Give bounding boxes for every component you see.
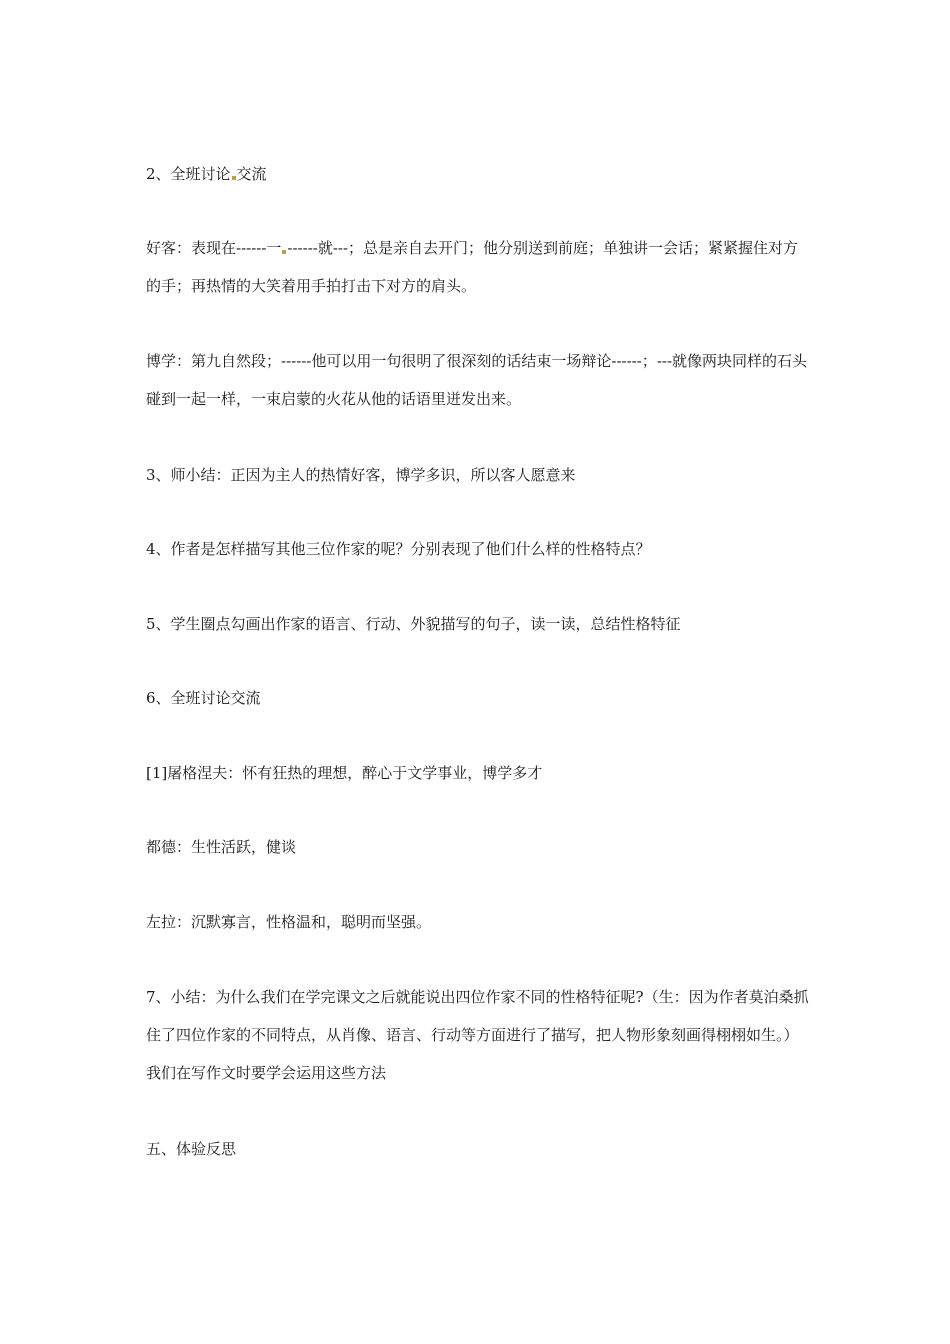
paragraph-text: ------就---；总是亲自去开门；他分别送到前庭；单独讲一会话；紧紧握住对方的手；再热情的大笑着用手拍打击下对方的肩头。 <box>146 239 799 295</box>
section-heading-reflection: 五、体验反思 <box>146 1140 237 1158</box>
paragraph-task-5: 5、学生圈点勾画出作家的语言、行动、外貌描写的句子，读一读，总结性格特征 <box>146 615 681 633</box>
paragraph-discussion-6: 6、全班讨论交流 <box>146 689 261 707</box>
paragraph-daudet: 都德：生性活跃，健谈 <box>146 838 297 856</box>
paragraph-summary-7: 7、小结：为什么我们在学完课文之后就能说出四位作家不同的性格特征呢?（生：因为作者莫泊桑抓住了四位作家的不同特点，从肖像、语言、行动等方面进行了描写，把人物形象刻画得栩栩如生。）我们在写作文时要学会运用这些方法 <box>146 988 809 1082</box>
paragraph-text: 交流 <box>236 165 267 183</box>
paragraph-teacher-summary: 3、师小结：正因为主人的热情好客，博学多识，所以客人愿意来 <box>146 466 576 484</box>
paragraph-turgenev: [1]屠格涅夫：怀有狂热的理想，醉心于文学事业，博学多才 <box>146 764 543 782</box>
paragraph-discussion-2 <box>146 155 810 193</box>
paragraph-zola: 左拉：沉默寡言，性格温和，聪明而坚强。 <box>146 913 432 931</box>
paragraph-text: 2、全班讨论 <box>146 165 231 183</box>
paragraph-text: 好客：表现在------一 <box>146 239 282 257</box>
paragraph-question-4: 4、作者是怎样描写其他三位作家的呢？分别表现了他们什么样的性格特点？ <box>146 540 651 558</box>
paragraph-hospitable <box>146 229 810 305</box>
edit-mark-icon <box>232 176 236 180</box>
edit-mark-icon <box>282 250 286 254</box>
paragraph-erudite: 博学：第九自然段；------他可以用一句很明了很深刻的话结束一场辩论------；---就像两块同样的石头碰到一起一样，一束启蒙的火花从他的话语里迸发出来。 <box>146 352 808 408</box>
